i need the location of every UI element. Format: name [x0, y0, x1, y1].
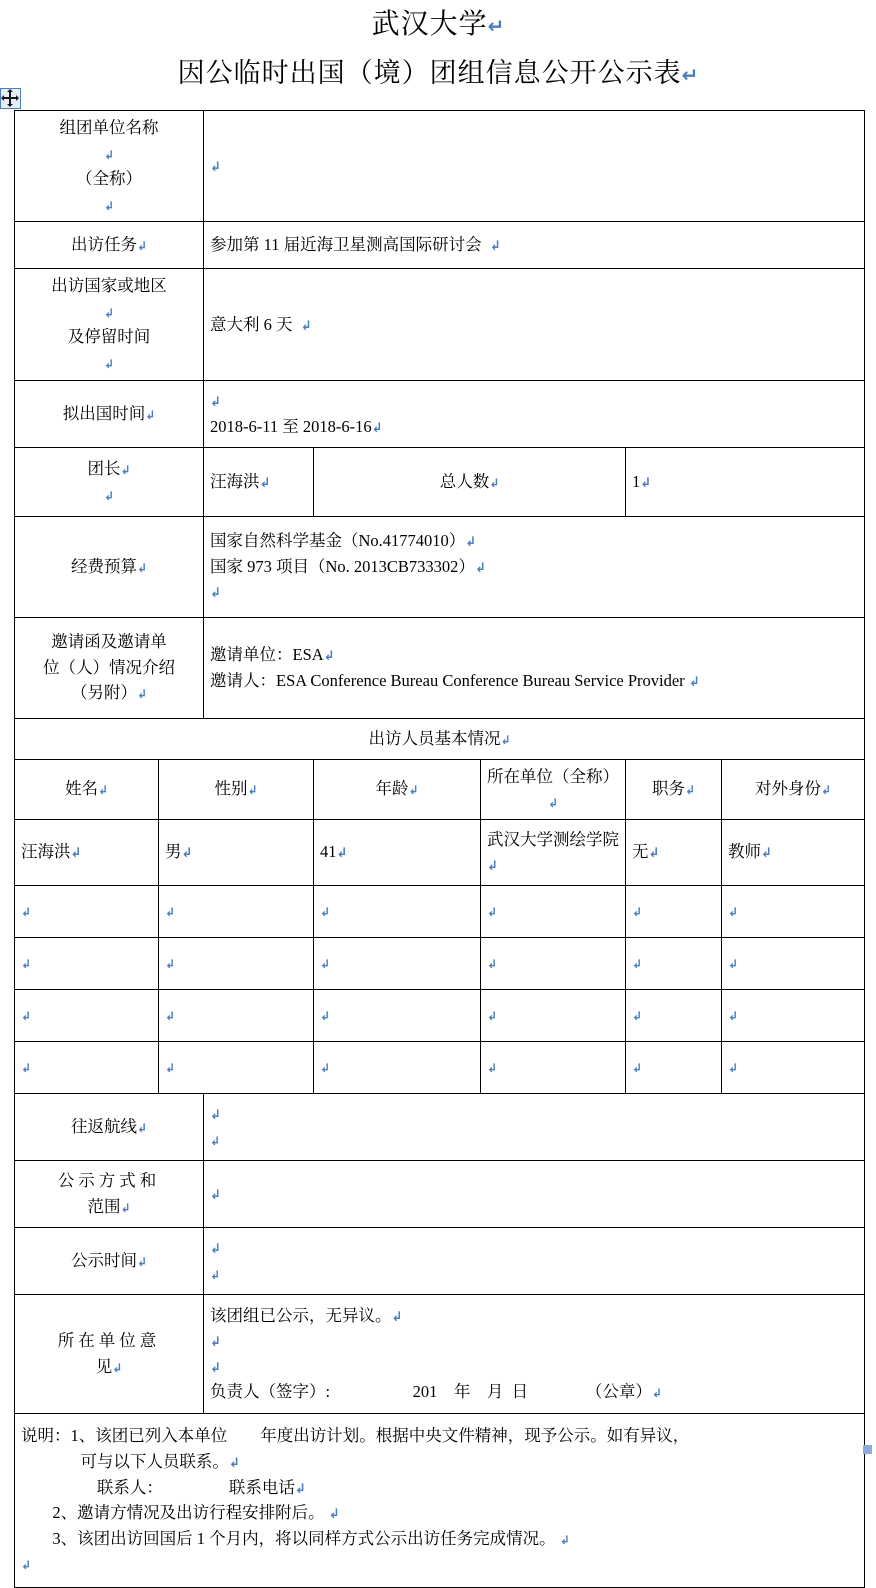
- paramark-icon: ↲: [320, 1061, 331, 1076]
- table-row-budget: [15, 516, 865, 617]
- label-total-count: [314, 447, 626, 516]
- personnel-cell-unit[interactable]: [481, 819, 626, 885]
- value-opinion-signature: 负责人（签字）: 201 年 月 日 （公章）: [210, 1382, 652, 1402]
- paramark-icon: ↲: [165, 1009, 176, 1024]
- table-row-personnel-title: [15, 718, 865, 759]
- personnel-cell-name[interactable]: [15, 819, 159, 885]
- value-budget[interactable]: [204, 516, 865, 617]
- table-row: [15, 1041, 865, 1093]
- paramark-icon: ↲: [103, 488, 115, 503]
- personnel-cell-position[interactable]: [626, 989, 722, 1041]
- table-row-travel-date: [15, 380, 865, 447]
- personnel-header-row: [15, 759, 865, 819]
- label-budget: [15, 516, 204, 617]
- label-disclosure-method-line2: 范围: [87, 1196, 121, 1216]
- personnel-cell-unit[interactable]: [481, 989, 626, 1041]
- public-notice-table: [14, 110, 865, 1588]
- personnel-cell-identity-text: 教师: [728, 842, 761, 862]
- personnel-cell-age[interactable]: [314, 989, 481, 1041]
- value-mission-text: 参加第 11 届近海卫星测高国际研讨会: [210, 235, 482, 255]
- paramark-icon: ↲: [21, 905, 32, 920]
- personnel-cell-gender[interactable]: [159, 1041, 314, 1093]
- paramark-icon: ↲: [648, 846, 660, 862]
- paramark-icon: ↲: [761, 846, 772, 862]
- personnel-cell-position[interactable]: [626, 1041, 722, 1093]
- personnel-header-gender: [159, 759, 314, 819]
- paramark-icon: ↲: [21, 1558, 32, 1573]
- paramark-icon: ↲: [210, 1360, 221, 1376]
- value-mission[interactable]: [204, 222, 865, 269]
- paramark-icon: ↲: [21, 1061, 32, 1076]
- notes-line1: 说明：1、该团已列入本单位 年度出访计划。根据中央文件精神，现予公示。如有异议，: [21, 1426, 690, 1446]
- label-invitation: [15, 617, 204, 718]
- label-travel-date-text: 拟出国时间: [62, 403, 146, 423]
- personnel-cell-name[interactable]: [15, 885, 159, 937]
- paramark-icon: ↲: [320, 905, 331, 920]
- paramark-icon: ↲: [632, 1009, 643, 1024]
- personnel-cell-gender-text: 男: [165, 842, 182, 862]
- paramark-icon: ↲: [165, 1061, 176, 1076]
- value-country-text: 意大利 6 天: [210, 314, 293, 334]
- value-country[interactable]: [204, 269, 865, 380]
- personnel-cell-age[interactable]: [314, 1041, 481, 1093]
- paramark-icon: ↲: [323, 648, 335, 664]
- value-invitation-line2: 邀请人：ESA Conference Bureau Conference Bureau Service Provider: [210, 670, 685, 690]
- paramark-icon: ↲: [165, 957, 176, 972]
- personnel-cell-position[interactable]: [626, 937, 722, 989]
- paramark-icon: ↲: [136, 560, 148, 575]
- personnel-cell-name[interactable]: [15, 989, 159, 1041]
- paramark-icon: ↲: [320, 957, 331, 972]
- paramark-icon: ↲: [210, 1133, 221, 1148]
- label-leader-text: 团长: [87, 458, 121, 478]
- paramark-icon: ↲: [632, 1061, 643, 1076]
- value-disclosure-method[interactable]: [204, 1160, 865, 1227]
- paramark-icon: ↲: [559, 1532, 570, 1547]
- paramark-icon: ↲: [181, 846, 193, 862]
- paramark-icon: ↲: [103, 198, 115, 213]
- paramark-icon: ↲: [487, 905, 498, 920]
- personnel-cell-unit[interactable]: [481, 885, 626, 937]
- paramark-icon: ↲: [640, 475, 652, 491]
- personnel-header-position-text: 职务: [651, 779, 685, 799]
- table-row-mission: [15, 222, 865, 269]
- personnel-cell-name[interactable]: [15, 1041, 159, 1093]
- pilcrow-icon-title: ↵: [487, 14, 505, 38]
- paramark-icon: ↲: [97, 783, 109, 798]
- paramark-icon: ↲: [103, 147, 115, 162]
- paramark-icon: ↲: [728, 1061, 739, 1076]
- table-row-invitation: [15, 617, 865, 718]
- label-opinion-line1: 所在单位意: [57, 1331, 161, 1351]
- table-row-country: [15, 269, 865, 380]
- paramark-icon: ↲: [500, 732, 511, 747]
- personnel-header-unit: [481, 759, 626, 819]
- value-travel-date-text: 2018-6-11 至 2018-6-16: [210, 416, 372, 436]
- label-travel-date: [15, 380, 204, 447]
- personnel-header-position: [626, 759, 722, 819]
- label-disclosure-method: [15, 1160, 204, 1227]
- personnel-cell-age[interactable]: [314, 885, 481, 937]
- paramark-icon: ↲: [210, 1335, 221, 1351]
- personnel-header-unit-text: 所在单位（全称）: [487, 766, 619, 786]
- label-invitation-line1: 邀请函及邀请单: [51, 632, 167, 652]
- notes-line4: 2、邀请方情况及出访行程安排附后。: [52, 1503, 325, 1523]
- paramark-icon: ↲: [688, 674, 700, 690]
- pilcrow-icon-subtitle: ↵: [681, 62, 699, 87]
- personnel-cell-gender[interactable]: [159, 885, 314, 937]
- paramark-icon: ↲: [489, 239, 501, 255]
- paramark-icon: ↲: [300, 318, 312, 334]
- personnel-cell-identity[interactable]: [722, 885, 865, 937]
- personnel-cell-gender[interactable]: [159, 819, 314, 885]
- label-route-text: 往返航线: [70, 1116, 137, 1136]
- paramark-icon: ↲: [136, 687, 148, 702]
- paramark-icon: ↲: [259, 475, 271, 491]
- notes-cell: [15, 1413, 865, 1587]
- personnel-cell-age[interactable]: [314, 819, 481, 885]
- paramark-icon: ↲: [728, 957, 739, 972]
- paramark-icon: ↲: [487, 859, 498, 875]
- personnel-header-name-text: 姓名: [64, 779, 98, 799]
- value-total-count-text: 1: [632, 471, 641, 491]
- value-route[interactable]: [204, 1093, 865, 1160]
- personnel-header-age-text: 年龄: [375, 779, 409, 799]
- table-move-handle[interactable]: [0, 88, 21, 109]
- paramark-icon: ↲: [136, 1254, 148, 1269]
- label-country-line1: 出访国家或地区: [51, 276, 167, 296]
- label-invitation-line2: 位（人）情况介绍: [43, 657, 175, 677]
- paramark-icon: ↲: [103, 356, 115, 371]
- paramark-icon: ↲: [487, 1061, 498, 1076]
- table-row-leader: [15, 447, 865, 516]
- label-invitation-line3: （另附）: [70, 683, 137, 703]
- paramark-icon: ↲: [145, 407, 156, 422]
- notes-line3: 联系人： 联系电话: [96, 1477, 295, 1497]
- personnel-cell-gender[interactable]: [159, 989, 314, 1041]
- personnel-cell-identity[interactable]: [722, 937, 865, 989]
- paramark-icon: ↲: [136, 239, 148, 254]
- table-row-opinion: [15, 1294, 865, 1413]
- personnel-header-gender-text: 性别: [214, 779, 248, 799]
- personnel-header-age: [314, 759, 481, 819]
- label-disclosure-method-line1: 公示方式和: [57, 1171, 161, 1191]
- label-country-line2: 及停留时间: [67, 327, 151, 347]
- personnel-cell-position-text: 无: [632, 842, 649, 862]
- personnel-cell-age-text: 41: [320, 842, 337, 862]
- label-country: [15, 269, 204, 380]
- value-leader[interactable]: [204, 447, 314, 516]
- paramark-icon: ↲: [247, 783, 258, 798]
- personnel-section-title: [15, 718, 865, 759]
- personnel-header-identity-text: 对外身份: [754, 779, 821, 799]
- personnel-header-name: [15, 759, 159, 819]
- paramark-icon: ↲: [547, 796, 559, 811]
- notes-line2: 可与以下人员联系。: [80, 1452, 229, 1471]
- table-row-disclosure-method: [15, 1160, 865, 1227]
- paramark-icon: ↲: [336, 846, 348, 862]
- paramark-icon: ↲: [120, 462, 131, 477]
- value-travel-date[interactable]: [204, 380, 865, 447]
- paramark-icon: ↲: [70, 846, 82, 862]
- paramark-icon: ↲: [487, 957, 498, 972]
- value-budget-line1: 国家自然科学基金（No.41774010）: [210, 531, 466, 551]
- public-notice-table-wrapper: [14, 110, 864, 1588]
- personnel-cell-position[interactable]: [626, 885, 722, 937]
- page-title: [0, 0, 876, 41]
- personnel-header-identity: [722, 759, 865, 819]
- personnel-section-title-text: 出访人员基本情况: [368, 728, 501, 748]
- label-opinion-line2: 见: [95, 1356, 113, 1376]
- label-route: [15, 1093, 204, 1160]
- label-org-name-line2: （全称）: [76, 169, 142, 189]
- table-row: [15, 885, 865, 937]
- value-opinion-text: 该团组已公示，无异议。: [210, 1305, 392, 1325]
- table-row: [15, 937, 865, 989]
- value-budget-line2: 国家 973 项目（No. 2013CB733302）: [210, 556, 475, 576]
- notes-line5: 3、该团出访回国后 1 个月内，将以同样方式公示出访任务完成情况。: [52, 1528, 556, 1548]
- personnel-cell-unit[interactable]: [481, 1041, 626, 1093]
- paramark-icon: ↲: [728, 905, 739, 920]
- label-org-name: [15, 111, 204, 222]
- table-row-route: [15, 1093, 865, 1160]
- paramark-icon: ↲: [632, 905, 643, 920]
- label-disclosure-time: [15, 1227, 204, 1294]
- label-opinion: [15, 1294, 204, 1413]
- paramark-icon: ↲: [210, 1242, 221, 1258]
- value-leader-text: 汪海洪: [210, 471, 260, 491]
- paramark-icon: ↲: [320, 1009, 331, 1024]
- paramark-icon: ↲: [294, 1481, 306, 1497]
- personnel-cell-identity[interactable]: [722, 819, 865, 885]
- paramark-icon: ↲: [820, 783, 832, 798]
- paramark-icon: ↲: [228, 1456, 240, 1471]
- label-leader: [15, 447, 204, 516]
- paramark-icon: ↲: [408, 783, 419, 798]
- value-org-name[interactable]: [204, 111, 865, 222]
- paramark-icon: ↲: [489, 475, 500, 490]
- table-row-org-name: [15, 111, 865, 222]
- table-row-notes: [15, 1413, 865, 1587]
- paramark-icon: ↲: [210, 1267, 221, 1282]
- personnel-cell-name[interactable]: [15, 937, 159, 989]
- personnel-cell-position[interactable]: [626, 819, 722, 885]
- paramark-icon: ↲: [487, 1009, 498, 1024]
- table-row: [15, 819, 865, 885]
- paramark-icon: ↲: [120, 1200, 131, 1215]
- paramark-icon: ↲: [21, 957, 32, 972]
- paramark-icon: ↲: [391, 1309, 403, 1325]
- value-invitation[interactable]: [204, 617, 865, 718]
- label-mission: [15, 222, 204, 269]
- label-total-count-text: 总人数: [439, 471, 490, 491]
- table-row: [15, 989, 865, 1041]
- table-resize-handle[interactable]: [863, 1445, 872, 1454]
- paramark-icon: ↲: [210, 1187, 221, 1203]
- personnel-cell-identity[interactable]: [722, 989, 865, 1041]
- paramark-icon: ↲: [474, 560, 486, 576]
- paramark-icon: ↲: [210, 394, 221, 410]
- label-org-name-line1: 组团单位名称: [59, 118, 159, 137]
- paramark-icon: ↲: [21, 1009, 32, 1024]
- paramark-icon: ↲: [136, 1120, 148, 1135]
- paramark-icon: ↲: [651, 1386, 662, 1401]
- paramark-icon: ↲: [728, 1009, 739, 1024]
- label-disclosure-time-text: 公示时间: [70, 1250, 137, 1270]
- paramark-icon: ↲: [210, 586, 221, 602]
- personnel-cell-unit[interactable]: [481, 937, 626, 989]
- personnel-cell-age[interactable]: [314, 937, 481, 989]
- paramark-icon: ↲: [684, 783, 696, 798]
- org-title-text: 武汉大学: [371, 9, 488, 40]
- value-invitation-line1: 邀请单位：ESA: [210, 644, 324, 664]
- form-title: [0, 41, 876, 97]
- paramark-icon: ↲: [165, 905, 176, 920]
- form-title-text: 因公临时出国（境）团组信息公开公示表: [177, 57, 682, 88]
- label-budget-text: 经费预算: [70, 556, 137, 576]
- paramark-icon: ↲: [210, 160, 221, 176]
- paramark-icon: ↲: [103, 305, 115, 320]
- paramark-icon: ↲: [210, 1108, 221, 1124]
- personnel-cell-unit-text: 武汉大学测绘学院: [487, 829, 619, 849]
- personnel-cell-name-text: 汪海洪: [21, 842, 71, 862]
- value-disclosure-time[interactable]: [204, 1227, 865, 1294]
- paramark-icon: ↲: [328, 1507, 340, 1523]
- personnel-cell-identity[interactable]: [722, 1041, 865, 1093]
- value-total-count[interactable]: [626, 447, 865, 516]
- table-row-disclosure-time: [15, 1227, 865, 1294]
- paramark-icon: ↲: [465, 535, 477, 551]
- paramark-icon: ↲: [112, 1360, 123, 1375]
- value-opinion[interactable]: [204, 1294, 865, 1413]
- paramark-icon: ↲: [371, 420, 383, 436]
- label-mission-text: 出访任务: [70, 235, 137, 255]
- personnel-cell-gender[interactable]: [159, 937, 314, 989]
- paramark-icon: ↲: [632, 957, 643, 972]
